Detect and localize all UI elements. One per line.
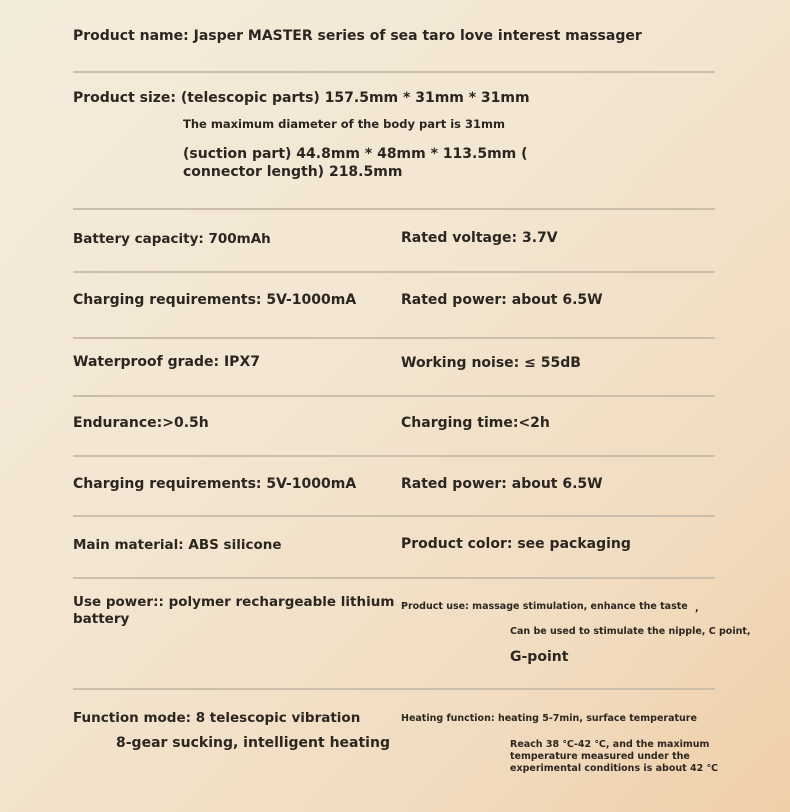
- product-use-line2: Can be used to stimulate the nipple, C point,: [510, 626, 751, 637]
- function-mode-line1: Function mode: 8 telescopic vibration: [73, 710, 361, 726]
- function-mode-line2: 8-gear sucking, intelligent heating: [116, 735, 390, 751]
- divider: [73, 271, 715, 273]
- spec-left-charging: Charging requirements: 5V-1000mA: [73, 292, 357, 308]
- product-size-suction-line2: connector length) 218.5mm: [183, 164, 403, 180]
- spec-right-color: Product color: see packaging: [401, 536, 631, 552]
- spec-left-battery: Battery capacity: 700mAh: [73, 231, 271, 247]
- divider: [73, 688, 715, 690]
- use-power-line2: battery: [73, 611, 130, 627]
- divider: [73, 337, 715, 339]
- spec-right-power-repeat: Rated power: about 6.5W: [401, 476, 603, 492]
- spec-right-power: Rated power: about 6.5W: [401, 292, 603, 308]
- spec-right-noise: Working noise: ≤ 55dB: [401, 355, 581, 371]
- heating-line4: experimental conditions is about 42 ℃: [510, 763, 719, 774]
- spec-right-voltage: Rated voltage: 3.7V: [401, 230, 558, 246]
- product-name: Product name: Jasper MASTER series of sea taro love interest massager: [73, 28, 642, 44]
- product-use-comma: ,: [695, 603, 699, 614]
- product-use-line3: G-point: [510, 649, 569, 665]
- divider: [73, 208, 715, 210]
- product-size-diameter-note: The maximum diameter of the body part is 31mm: [183, 117, 505, 131]
- product-use-line1: Product use: massage stimulation, enhance the taste: [401, 601, 688, 612]
- divider: [73, 395, 715, 397]
- product-size-suction-line1: (suction part) 44.8mm * 48mm * 113.5mm (: [183, 146, 528, 162]
- divider: [73, 577, 715, 579]
- heating-line3: temperature measured under the: [510, 751, 690, 762]
- divider: [73, 71, 715, 73]
- divider: [73, 515, 715, 517]
- divider: [73, 455, 715, 457]
- use-power-line1: Use power:: polymer rechargeable lithium: [73, 594, 395, 610]
- heating-line1: Heating function: heating 5-7min, surface temperature: [401, 713, 697, 724]
- product-size-telescopic: Product size: (telescopic parts) 157.5mm * 31mm * 31mm: [73, 90, 530, 106]
- spec-left-material: Main material: ABS silicone: [73, 537, 282, 553]
- spec-right-charging-time: Charging time:<2h: [401, 415, 550, 431]
- spec-left-waterproof: Waterproof grade: IPX7: [73, 354, 260, 370]
- spec-left-endurance: Endurance:>0.5h: [73, 415, 209, 431]
- spec-left-charging-repeat: Charging requirements: 5V-1000mA: [73, 476, 357, 492]
- heating-line2: Reach 38 ℃-42 ℃, and the maximum: [510, 739, 710, 750]
